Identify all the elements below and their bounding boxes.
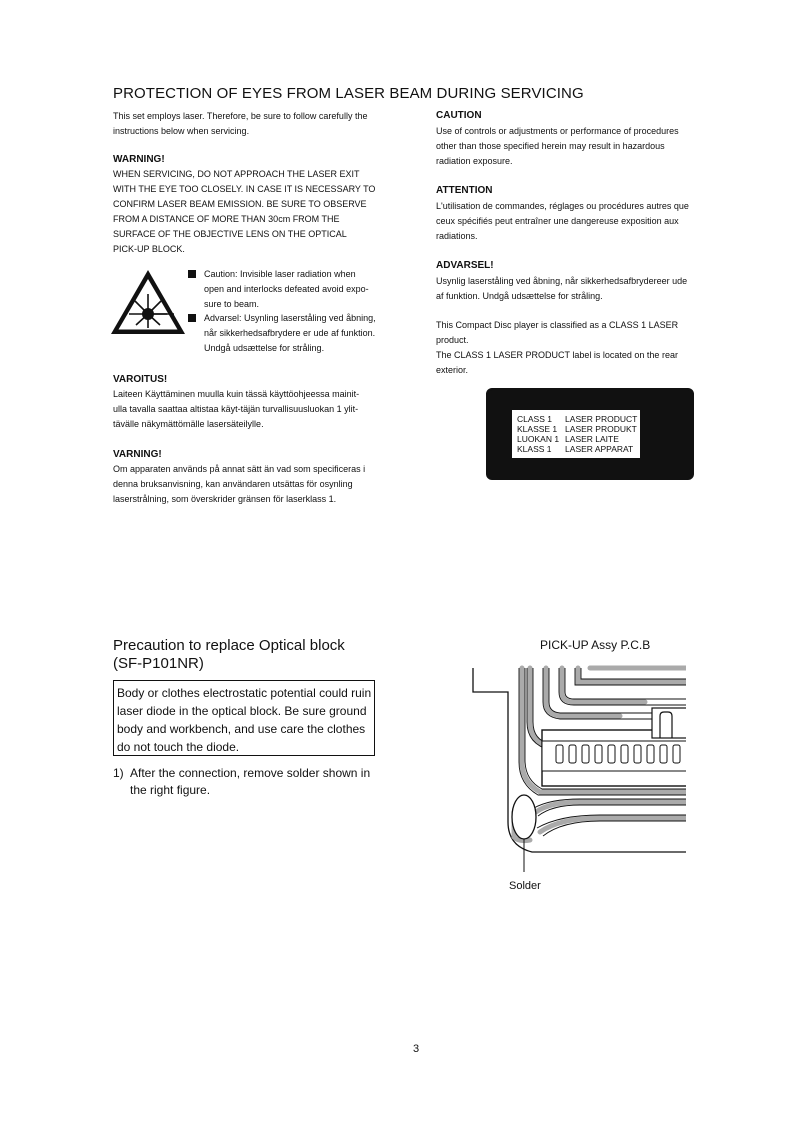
bullet-line: sure to beam. (204, 299, 260, 309)
label-class: CLASS 1 (517, 414, 552, 424)
figure-title: PICK-UP Assy P.C.B (540, 638, 651, 652)
warning-line: WITH THE EYE TOO CLOSELY. IN CASE IT IS NECESSARY TO (113, 184, 376, 194)
varoitus-line: Laiteen Käyttäminen muulla kuin tässä käyttöohjeessa mainit- (113, 389, 360, 399)
caution-line: other than those specified herein may result in hazardous (436, 141, 665, 151)
class-notice-line: This Compact Disc player is classified as a CLASS 1 LASER (436, 320, 679, 330)
label-row (517, 444, 637, 454)
precaution-title-line: Precaution to replace Optical block (113, 637, 345, 654)
attention-line: radiations. (436, 231, 478, 241)
attention-text (436, 199, 689, 244)
pickup-pcb-figure (470, 662, 686, 874)
warning-line: SURFACE OF THE OBJECTIVE LENS ON THE OPTICAL (113, 229, 347, 239)
page-title: PROTECTION OF EYES FROM LASER BEAM DURING SERVICING (113, 85, 584, 102)
warning-line: WHEN SERVICING, DO NOT APPROACH THE LASER EXIT (113, 169, 360, 179)
solder-callout: Solder (509, 880, 541, 892)
caution-heading: CAUTION (436, 110, 482, 121)
advarsel-line: Usynlig laserståling ved åbning, når sikkerhedsafbrydereer ude (436, 276, 688, 286)
caution-line: Use of controls or adjustments or performance of procedures (436, 126, 679, 136)
class1-label (486, 388, 694, 480)
class-notice-line: product. (436, 335, 469, 345)
precaution-notice-box (113, 680, 375, 756)
bullet-line: Advarsel: Usynling laserståling ved åbning, (204, 313, 376, 323)
warning-text (113, 167, 375, 257)
intro-text (113, 109, 367, 139)
caution-line: radiation exposure. (436, 156, 513, 166)
intro-line: instructions below when servicing. (113, 126, 250, 136)
attention-line: ceux spécifiés peut entraîner une dangereuse exposition aux (436, 216, 679, 226)
class-notice-line: The CLASS 1 LASER PRODUCT label is located on the rear (436, 350, 678, 360)
notice-line: Body or clothes electrostatic potential could ruin (117, 686, 372, 700)
bullet-advarsel (188, 311, 408, 356)
varning-line: Om apparaten används på annat sätt än vad som specificeras i (113, 464, 366, 474)
advarsel-line: af funktion. Undgå udsættelse for stråling. (436, 291, 603, 301)
label-class: KLASS 1 (517, 444, 552, 454)
label-product: LASER PRODUKT (565, 424, 637, 434)
intro-line: This set employs laser. Therefore, be sure to follow carefully the (113, 111, 368, 121)
bullet-line: når sikkerhedsafbrydere er ude af funktion. (204, 328, 376, 338)
label-product: LASER LAITE (565, 434, 619, 444)
varoitus-heading: VAROITUS! (113, 374, 168, 385)
laser-warning-icon (109, 268, 187, 336)
varning-text (113, 462, 365, 507)
step-text (130, 765, 392, 799)
varning-heading: VARNING! (113, 449, 162, 460)
bullet-caution (188, 267, 408, 312)
warning-line: PICK-UP BLOCK. (113, 244, 185, 254)
precaution-title-line: (SF-P101NR) (113, 655, 204, 672)
bullet-square-icon (188, 270, 196, 278)
precaution-title (113, 637, 345, 673)
page-number: 3 (413, 1043, 420, 1055)
notice-line: do not touch the diode. (117, 740, 240, 754)
varoitus-line: ulla tavalla saattaa altistaa käyt-täjän turvallisuusluokan 1 ylit- (113, 404, 359, 414)
step-number: 1) (113, 766, 124, 780)
class1-label-table (517, 414, 637, 454)
label-product: LASER APPARAT (565, 444, 634, 454)
label-product: LASER PRODUCT (565, 414, 638, 424)
class-notice-line: exterior. (436, 365, 469, 375)
advarsel-heading: ADVARSEL! (436, 260, 494, 271)
varning-line: denna bruksanvisning, kan användaren utsättas för osynling (113, 479, 353, 489)
step-line: the right figure. (130, 783, 211, 797)
attention-line: L'utilisation de commandes, réglages ou procédures autres que (436, 201, 689, 211)
warning-heading: WARNING! (113, 154, 165, 165)
class-notice (436, 318, 678, 378)
label-class: KLASSE 1 (517, 424, 558, 434)
label-class: LUOKAN 1 (517, 434, 560, 444)
varning-line: laserstrålning, som överskrider gränsen för laserklass 1. (113, 494, 337, 504)
label-row (517, 424, 637, 434)
notice-line: laser diode in the optical block. Be sure ground (117, 704, 367, 718)
varoitus-line: tävälle näkymättömälle lasersäteilylle. (113, 419, 264, 429)
notice-line: body and workbench, and use care the clothes (117, 722, 366, 736)
bullet-line: open and interlocks defeated avoid expo- (204, 284, 369, 294)
class1-label-inner (512, 410, 640, 458)
attention-heading: ATTENTION (436, 185, 493, 196)
bullet-line: Undgå udsættelse for stråling. (204, 343, 325, 353)
label-row (517, 414, 637, 424)
step-line: After the connection, remove solder shown in (130, 766, 371, 780)
varoitus-text (113, 387, 359, 432)
warning-line: CONFIRM LASER BEAM EMISSION. BE SURE TO OBSERVE (113, 199, 367, 209)
label-row (517, 434, 637, 444)
bullet-square-icon (188, 314, 196, 322)
bullet-line: Caution: Invisible laser radiation when (204, 269, 356, 279)
warning-line: FROM A DISTANCE OF MORE THAN 30cm FROM THE (113, 214, 340, 224)
caution-text (436, 124, 679, 169)
advarsel-text (436, 274, 687, 304)
